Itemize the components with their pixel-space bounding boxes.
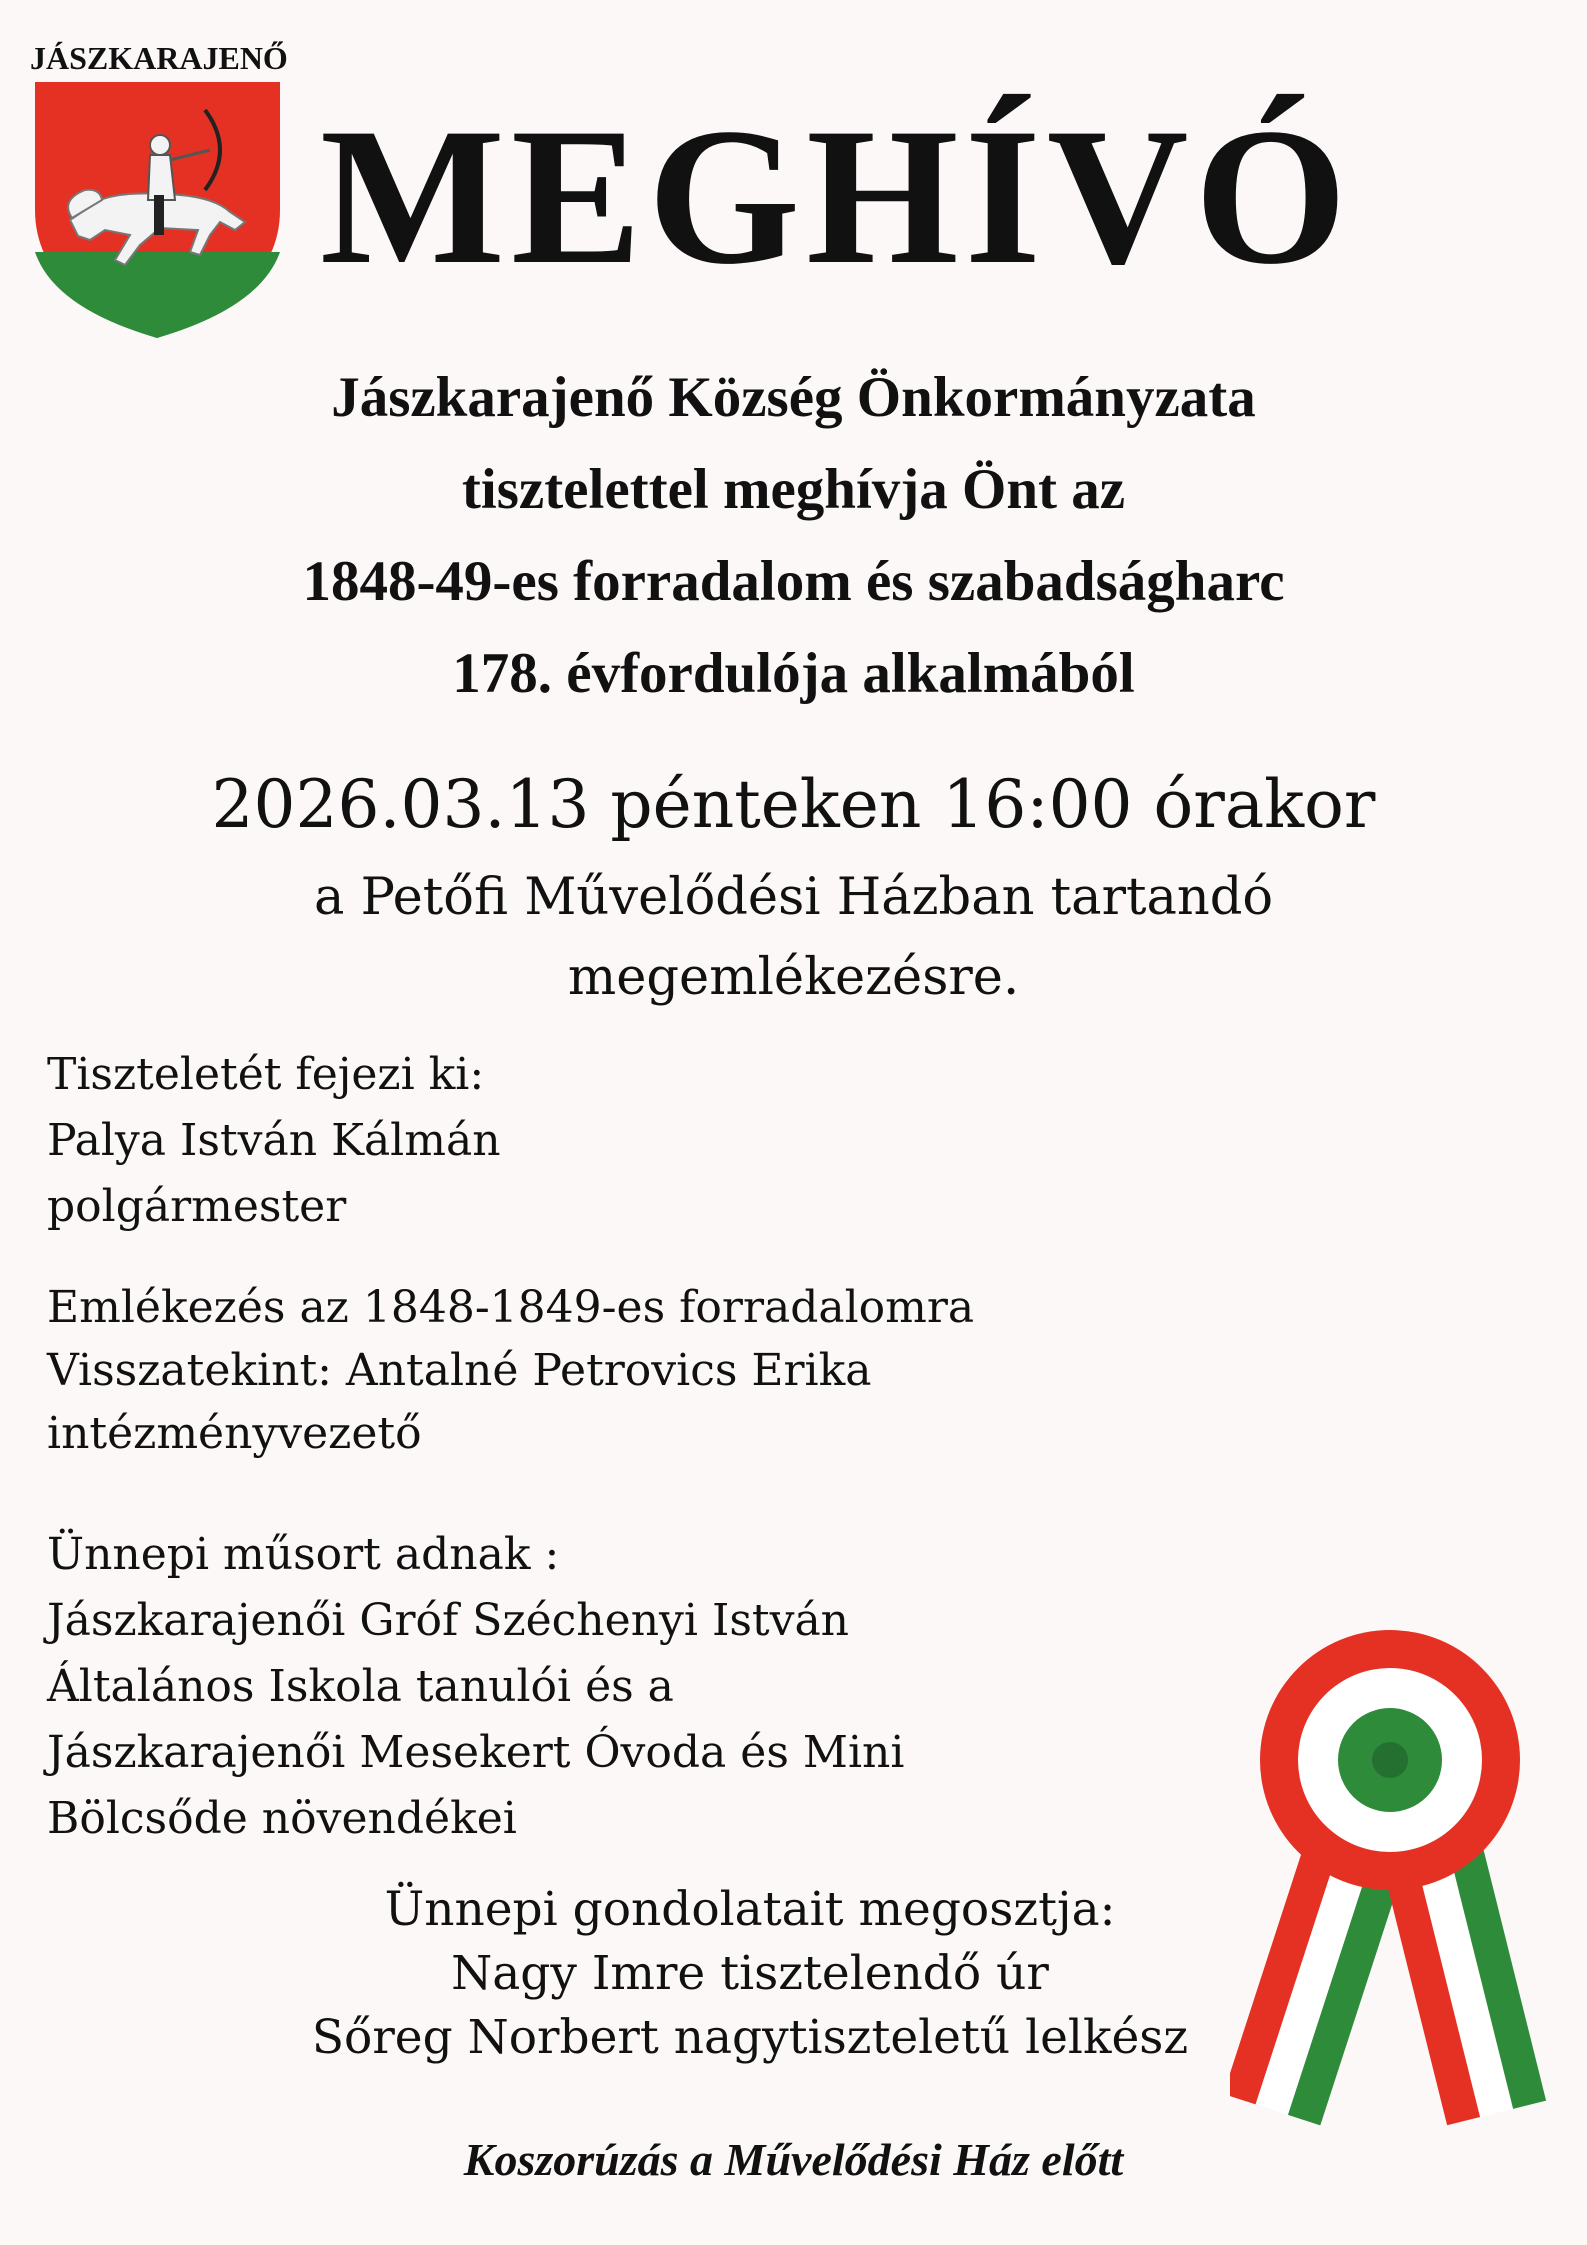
event-datetime: 2026.03.13 pénteken 16:00 órakor xyxy=(211,766,1376,843)
greeting-heading: Tiszteletét fejezi ki: xyxy=(47,1049,485,1100)
program-line: Jászkarajenői Mesekert Óvoda és Mini xyxy=(47,1727,905,1778)
coat-of-arms-icon xyxy=(30,40,288,340)
remembrance-line: intézményvezető xyxy=(47,1408,422,1459)
program-line: Bölcsőde növendékei xyxy=(47,1793,517,1844)
event-venue: megemlékezésre. xyxy=(567,948,1020,1007)
invitation-line: tisztelettel meghívja Önt az xyxy=(461,458,1126,521)
invitation-line: 178. évfordulója alkalmából xyxy=(452,642,1135,705)
program-line: Általános Iskola tanulói és a xyxy=(47,1661,674,1712)
wreath-note: Koszorúzás a Művelődési Ház előtt xyxy=(463,2134,1124,2185)
greeting-name: Palya István Kálmán xyxy=(47,1115,501,1166)
remembrance-line: Visszatekint: Antalné Petrovics Erika xyxy=(47,1345,872,1396)
invitation-line: Jászkarajenő Község Önkormányzata xyxy=(331,366,1256,429)
invitation-line: 1848-49-es forradalom és szabadságharc xyxy=(302,550,1285,613)
event-venue: a Petőfi Művelődési Házban tartandó xyxy=(313,868,1274,927)
remembrance-line: Emlékezés az 1848-1849-es forradalomra xyxy=(47,1282,975,1333)
crest-name: JÁSZKARAJENŐ xyxy=(30,40,288,76)
cockade-icon xyxy=(1230,1630,1550,2150)
thoughts-line: Sőreg Norbert nagytiszteletű lelkész xyxy=(311,2010,1189,2065)
page-title: MEGHÍVÓ xyxy=(320,88,1353,305)
thoughts-heading: Ünnepi gondolatait megosztja: xyxy=(384,1882,1116,1937)
program-heading: Ünnepi műsort adnak : xyxy=(47,1529,560,1580)
greeting-role: polgármester xyxy=(47,1181,347,1232)
program-line: Jászkarajenői Gróf Széchenyi István xyxy=(47,1595,850,1646)
thoughts-line: Nagy Imre tisztelendő úr xyxy=(451,1946,1049,2001)
